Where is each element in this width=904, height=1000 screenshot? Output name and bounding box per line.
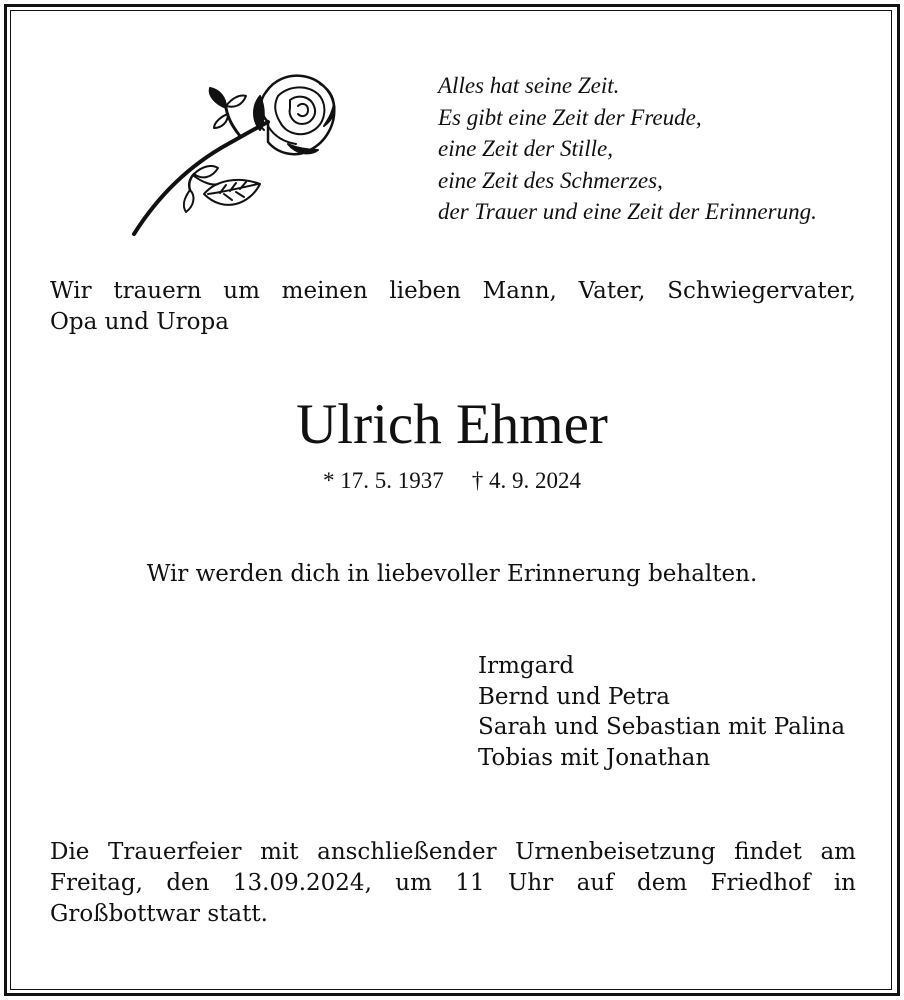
- service-line: Großbottwar statt.: [50, 901, 268, 927]
- family-list: [478, 651, 845, 773]
- death-date: † 4. 9. 2024: [471, 468, 581, 493]
- family-member: Bernd und Petra: [478, 683, 671, 710]
- deceased-name: Ulrich Ehmer: [296, 393, 608, 456]
- family-member: Tobias mit Jonathan: [478, 744, 711, 771]
- service-info: [50, 837, 856, 930]
- life-dates: [0, 466, 904, 496]
- poem: [438, 70, 817, 228]
- service-line: Freitag, den 13.09.2024, um 11 Uhr auf dem Friedhof in: [50, 870, 856, 896]
- poem-line: der Trauer und eine Zeit der Erinnerung.: [438, 199, 817, 224]
- rose-icon: [128, 66, 340, 238]
- intro-line: Wir trauern um meinen lieben Mann, Vater, Schwiegervater,: [50, 278, 856, 304]
- intro-line: Opa und Uropa: [50, 309, 229, 335]
- family-member: Irmgard: [478, 653, 575, 679]
- memory-statement: Wir werden dich in liebevoller Erinnerung behalten.: [146, 561, 758, 587]
- poem-line: eine Zeit der Stille,: [438, 136, 614, 161]
- poem-line: eine Zeit des Schmerzes,: [438, 167, 663, 193]
- mourning-intro: [50, 276, 856, 338]
- poem-line: Alles hat seine Zeit.: [438, 73, 620, 98]
- family-member: Sarah und Sebastian mit Palina: [478, 714, 846, 740]
- service-line: Die Trauerfeier mit anschließender Urnenbeisetzung findet am: [50, 839, 856, 865]
- poem-line: Es gibt eine Zeit der Freude,: [438, 104, 702, 130]
- birth-date: * 17. 5. 1937: [323, 468, 444, 493]
